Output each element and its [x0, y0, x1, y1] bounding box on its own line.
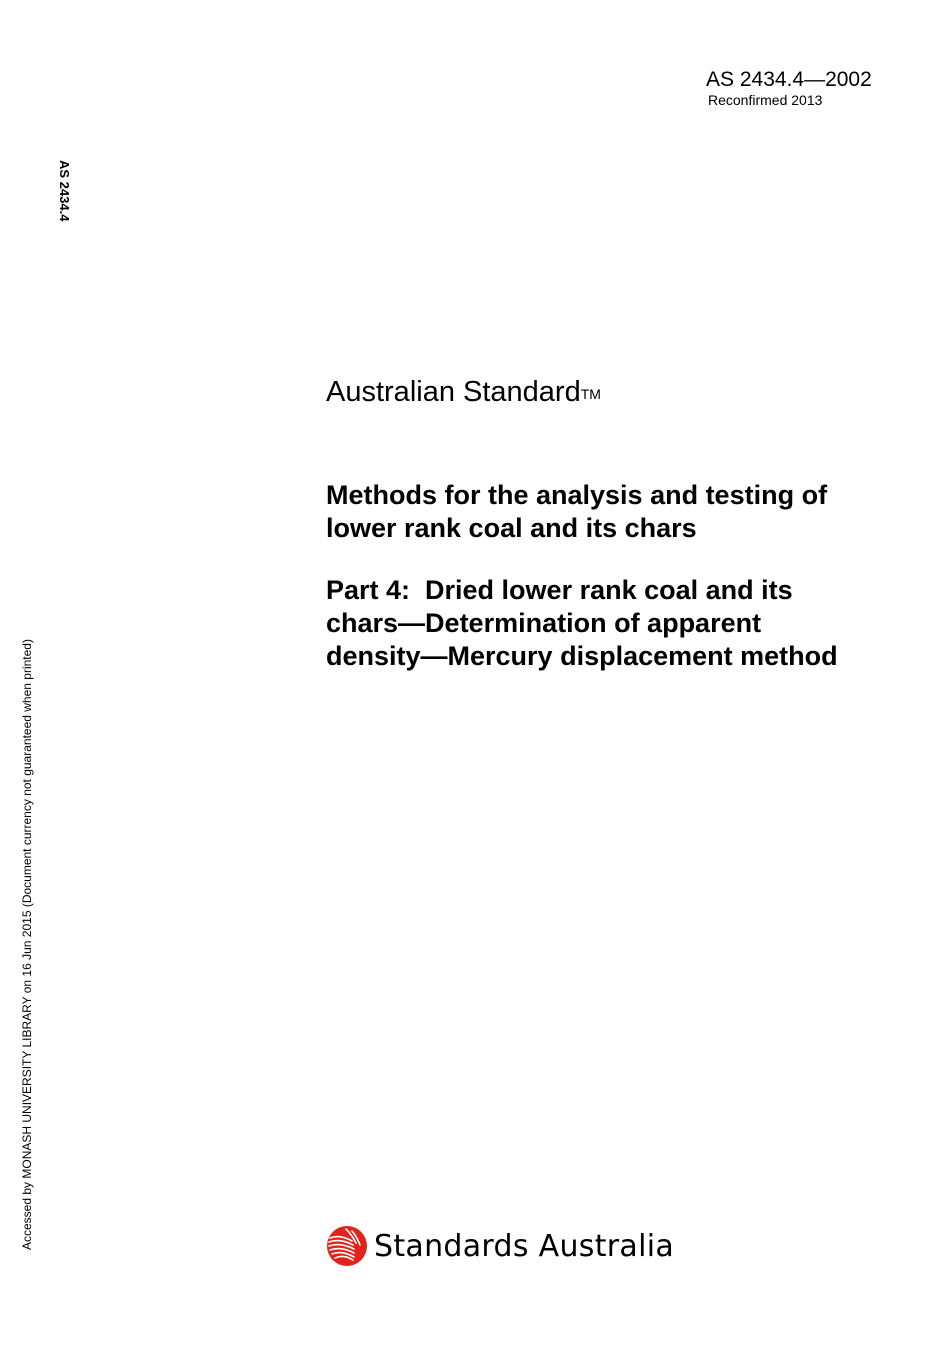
- standard-number: AS 2434.4—2002: [706, 68, 872, 91]
- access-note: [20, 598, 40, 1250]
- trademark-mark: TM: [580, 386, 601, 402]
- series-name: [326, 374, 601, 410]
- publisher-name: Standards Australia: [374, 1228, 675, 1264]
- part-title: [326, 574, 916, 673]
- part-title-line-2: chars—Determination of apparent: [326, 608, 762, 638]
- series-name-text: Australian Standard: [326, 376, 581, 408]
- access-note-text: Accessed by MONASH UNIVERSITY LIBRARY on 16 Jun 2015 (Document currency not guaranteed when printed): [20, 639, 34, 1250]
- document-title: [326, 479, 886, 545]
- part-title-line-3: density—Mercury displacement method: [326, 641, 838, 671]
- title-line-2: lower rank coal and its chars: [326, 513, 697, 543]
- reconfirmed-note: Reconfirmed 2013: [708, 92, 823, 108]
- title-line-1: Methods for the analysis and testing of: [326, 480, 828, 510]
- side-standard-code-text: AS 2434.4: [57, 160, 72, 222]
- part-title-line-1: Part 4: Dried lower rank coal and its: [326, 575, 793, 605]
- standards-australia-logo-icon: [326, 1225, 368, 1267]
- publisher-logo: [326, 1222, 674, 1270]
- side-standard-code: [56, 160, 76, 230]
